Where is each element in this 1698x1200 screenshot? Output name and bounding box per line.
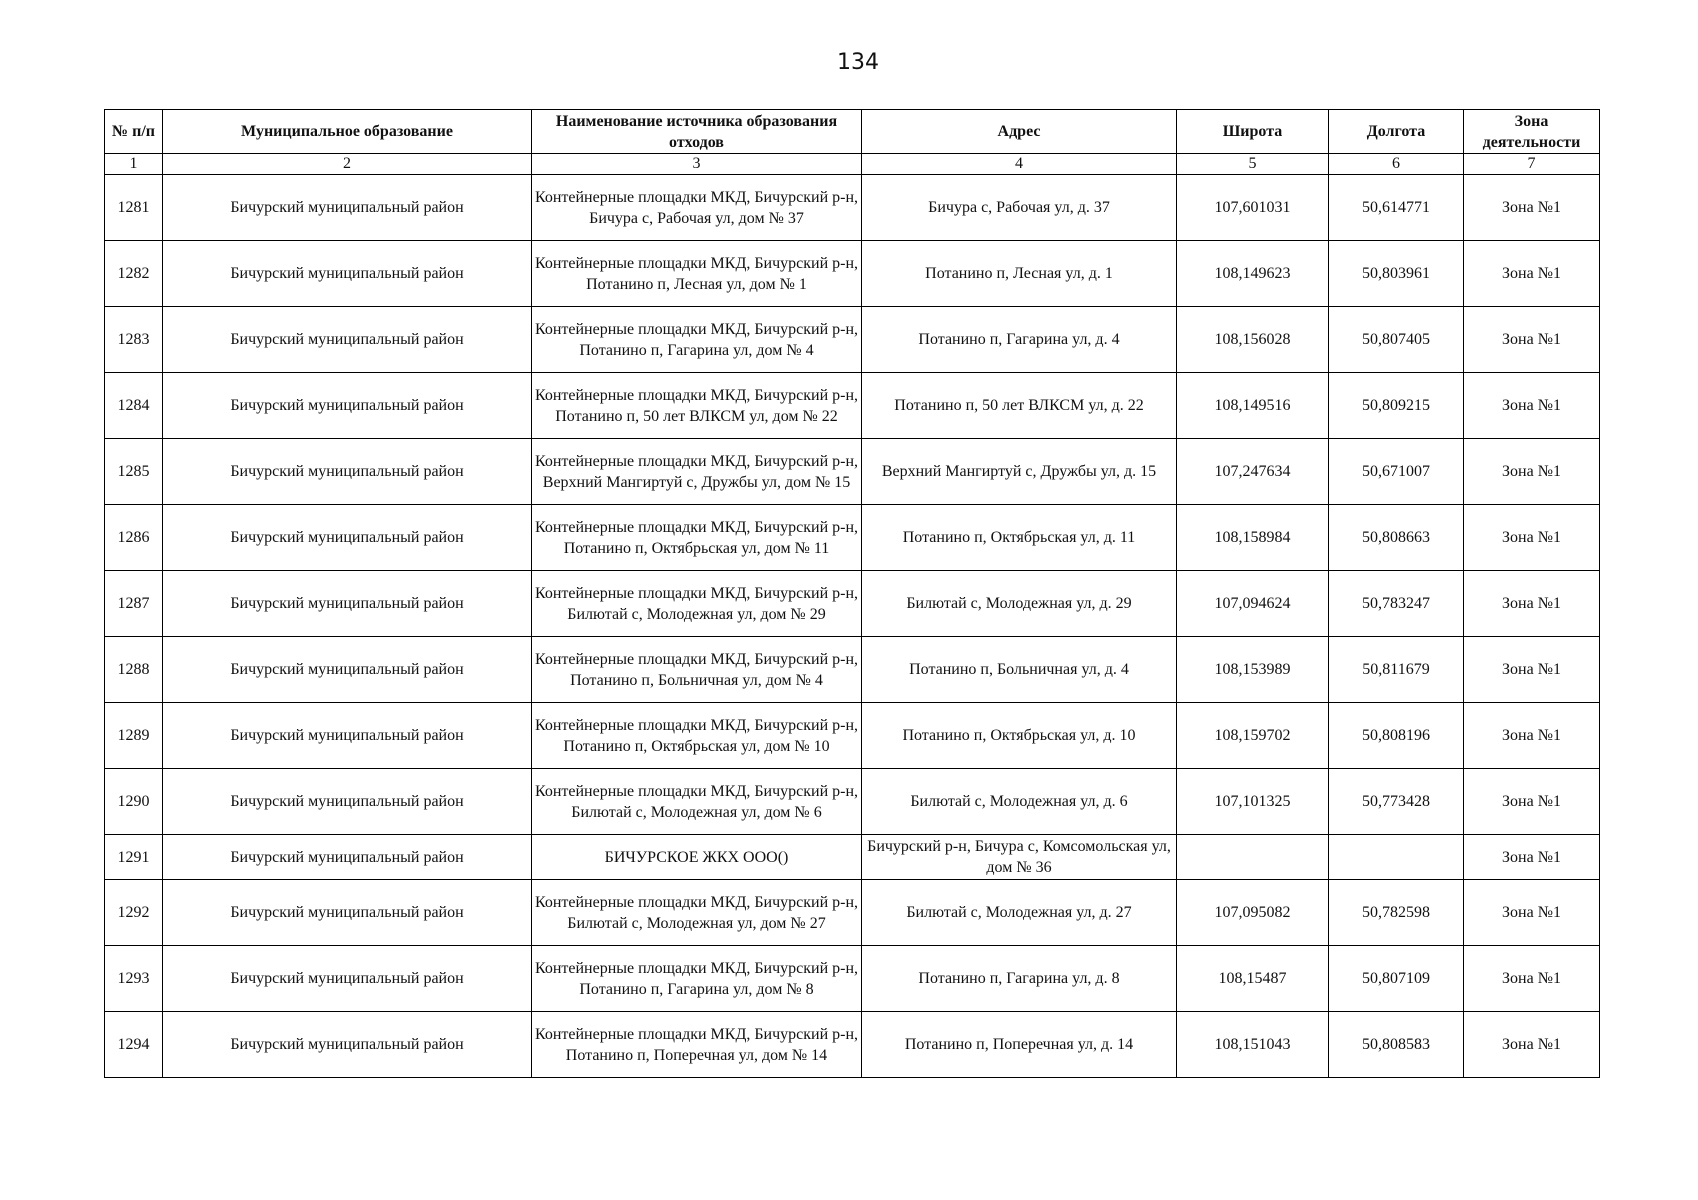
cell-source: Контейнерные площадки МКД, Бичурский р-н, Билютай с, Молодежная ул, дом № 27 xyxy=(532,880,862,946)
cell-municipality: Бичурский муниципальный район xyxy=(163,946,532,1012)
header-cell-address: Адрес xyxy=(862,110,1177,154)
cell-longitude: 50,783247 xyxy=(1329,571,1464,637)
table-row xyxy=(105,835,1600,880)
cell-source: БИЧУРСКОЕ ЖКХ ООО() xyxy=(532,835,862,880)
cell-address: Потанино п, Октябрьская ул, д. 11 xyxy=(862,505,1177,571)
cell-number: 1287 xyxy=(105,571,163,637)
table-row xyxy=(105,703,1600,769)
column-number: 1 xyxy=(105,154,163,175)
waste-sources-table xyxy=(104,109,1600,1078)
cell-longitude: 50,807405 xyxy=(1329,307,1464,373)
cell-municipality: Бичурский муниципальный район xyxy=(163,175,532,241)
cell-address: Потанино п, Поперечная ул, д. 14 xyxy=(862,1012,1177,1078)
header-cell-latitude: Широта xyxy=(1177,110,1329,154)
cell-address: Потанино п, Гагарина ул, д. 4 xyxy=(862,307,1177,373)
column-number: 5 xyxy=(1177,154,1329,175)
cell-source: Контейнерные площадки МКД, Бичурский р-н, Потанино п, Поперечная ул, дом № 14 xyxy=(532,1012,862,1078)
cell-municipality: Бичурский муниципальный район xyxy=(163,769,532,835)
cell-longitude: 50,614771 xyxy=(1329,175,1464,241)
cell-municipality: Бичурский муниципальный район xyxy=(163,703,532,769)
cell-number: 1291 xyxy=(105,835,163,880)
cell-number: 1284 xyxy=(105,373,163,439)
cell-longitude: 50,808663 xyxy=(1329,505,1464,571)
cell-address: Верхний Мангиртуй с, Дружбы ул, д. 15 xyxy=(862,439,1177,505)
cell-latitude: 107,095082 xyxy=(1177,880,1329,946)
table-row xyxy=(105,1012,1600,1078)
header-cell-longitude: Долгота xyxy=(1329,110,1464,154)
cell-address: Билютай с, Молодежная ул, д. 27 xyxy=(862,880,1177,946)
column-number: 3 xyxy=(532,154,862,175)
cell-address: Потанино п, Больничная ул, д. 4 xyxy=(862,637,1177,703)
table-row xyxy=(105,505,1600,571)
cell-address: Бичурский р-н, Бичура с, Комсомольская ул, дом № 36 xyxy=(862,835,1177,880)
cell-zone: Зона №1 xyxy=(1464,505,1600,571)
header-cell-municipality: Муниципальное образование xyxy=(163,110,532,154)
table-row xyxy=(105,373,1600,439)
cell-municipality: Бичурский муниципальный район xyxy=(163,373,532,439)
cell-zone: Зона №1 xyxy=(1464,637,1600,703)
cell-longitude: 50,808583 xyxy=(1329,1012,1464,1078)
table-row xyxy=(105,175,1600,241)
cell-zone: Зона №1 xyxy=(1464,835,1600,880)
cell-municipality: Бичурский муниципальный район xyxy=(163,571,532,637)
column-number: 6 xyxy=(1329,154,1464,175)
cell-longitude: 50,808196 xyxy=(1329,703,1464,769)
cell-number: 1290 xyxy=(105,769,163,835)
cell-zone: Зона №1 xyxy=(1464,571,1600,637)
page-number: 134 xyxy=(837,50,879,75)
cell-number: 1286 xyxy=(105,505,163,571)
cell-longitude: 50,811679 xyxy=(1329,637,1464,703)
cell-zone: Зона №1 xyxy=(1464,175,1600,241)
cell-source: Контейнерные площадки МКД, Бичурский р-н, Потанино п, Гагарина ул, дом № 4 xyxy=(532,307,862,373)
cell-municipality: Бичурский муниципальный район xyxy=(163,1012,532,1078)
cell-number: 1289 xyxy=(105,703,163,769)
cell-source: Контейнерные площадки МКД, Бичурский р-н, Потанино п, Октябрьская ул, дом № 11 xyxy=(532,505,862,571)
cell-number: 1294 xyxy=(105,1012,163,1078)
cell-latitude: 108,153989 xyxy=(1177,637,1329,703)
cell-latitude: 108,149516 xyxy=(1177,373,1329,439)
cell-latitude: 107,247634 xyxy=(1177,439,1329,505)
cell-latitude: 108,156028 xyxy=(1177,307,1329,373)
cell-zone: Зона №1 xyxy=(1464,1012,1600,1078)
cell-latitude: 107,094624 xyxy=(1177,571,1329,637)
table-row xyxy=(105,637,1600,703)
table-body xyxy=(105,175,1600,1078)
table-row xyxy=(105,946,1600,1012)
column-number: 4 xyxy=(862,154,1177,175)
cell-municipality: Бичурский муниципальный район xyxy=(163,307,532,373)
cell-zone: Зона №1 xyxy=(1464,946,1600,1012)
cell-latitude: 108,149623 xyxy=(1177,241,1329,307)
cell-number: 1282 xyxy=(105,241,163,307)
cell-source: Контейнерные площадки МКД, Бичурский р-н, Потанино п, Лесная ул, дом № 1 xyxy=(532,241,862,307)
table-row xyxy=(105,241,1600,307)
cell-address: Билютай с, Молодежная ул, д. 29 xyxy=(862,571,1177,637)
table-row xyxy=(105,439,1600,505)
cell-latitude: 107,101325 xyxy=(1177,769,1329,835)
table-row xyxy=(105,571,1600,637)
cell-zone: Зона №1 xyxy=(1464,880,1600,946)
cell-longitude: 50,809215 xyxy=(1329,373,1464,439)
cell-source: Контейнерные площадки МКД, Бичурский р-н, Потанино п, 50 лет ВЛКСМ ул, дом № 22 xyxy=(532,373,862,439)
cell-source: Контейнерные площадки МКД, Бичурский р-н, Потанино п, Октябрьская ул, дом № 10 xyxy=(532,703,862,769)
cell-latitude: 107,601031 xyxy=(1177,175,1329,241)
column-number-row xyxy=(105,154,1600,175)
cell-address: Билютай с, Молодежная ул, д. 6 xyxy=(862,769,1177,835)
cell-source: Контейнерные площадки МКД, Бичурский р-н, Бичура с, Рабочая ул, дом № 37 xyxy=(532,175,862,241)
cell-zone: Зона №1 xyxy=(1464,439,1600,505)
cell-address: Потанино п, Лесная ул, д. 1 xyxy=(862,241,1177,307)
cell-number: 1293 xyxy=(105,946,163,1012)
header-row xyxy=(105,110,1600,154)
cell-zone: Зона №1 xyxy=(1464,373,1600,439)
cell-zone: Зона №1 xyxy=(1464,307,1600,373)
cell-zone: Зона №1 xyxy=(1464,769,1600,835)
header-cell-zone: Зона деятельности xyxy=(1464,110,1600,154)
cell-address: Потанино п, 50 лет ВЛКСМ ул, д. 22 xyxy=(862,373,1177,439)
cell-address: Бичура с, Рабочая ул, д. 37 xyxy=(862,175,1177,241)
column-number: 2 xyxy=(163,154,532,175)
cell-longitude: 50,782598 xyxy=(1329,880,1464,946)
cell-latitude: 108,158984 xyxy=(1177,505,1329,571)
cell-source: Контейнерные площадки МКД, Бичурский р-н, Билютай с, Молодежная ул, дом № 6 xyxy=(532,769,862,835)
cell-municipality: Бичурский муниципальный район xyxy=(163,439,532,505)
cell-zone: Зона №1 xyxy=(1464,241,1600,307)
cell-longitude xyxy=(1329,835,1464,880)
cell-longitude: 50,807109 xyxy=(1329,946,1464,1012)
cell-municipality: Бичурский муниципальный район xyxy=(163,505,532,571)
cell-latitude xyxy=(1177,835,1329,880)
table-row xyxy=(105,769,1600,835)
cell-municipality: Бичурский муниципальный район xyxy=(163,637,532,703)
cell-longitude: 50,671007 xyxy=(1329,439,1464,505)
cell-longitude: 50,773428 xyxy=(1329,769,1464,835)
cell-latitude: 108,15487 xyxy=(1177,946,1329,1012)
header-cell-number: № п/п xyxy=(105,110,163,154)
cell-source: Контейнерные площадки МКД, Бичурский р-н, Потанино п, Больничная ул, дом № 4 xyxy=(532,637,862,703)
cell-source: Контейнерные площадки МКД, Бичурский р-н, Потанино п, Гагарина ул, дом № 8 xyxy=(532,946,862,1012)
cell-municipality: Бичурский муниципальный район xyxy=(163,880,532,946)
cell-address: Потанино п, Октябрьская ул, д. 10 xyxy=(862,703,1177,769)
column-number: 7 xyxy=(1464,154,1600,175)
cell-source: Контейнерные площадки МКД, Бичурский р-н, Верхний Мангиртуй с, Дружбы ул, дом № 15 xyxy=(532,439,862,505)
table-row xyxy=(105,307,1600,373)
cell-number: 1283 xyxy=(105,307,163,373)
cell-longitude: 50,803961 xyxy=(1329,241,1464,307)
cell-latitude: 108,151043 xyxy=(1177,1012,1329,1078)
cell-municipality: Бичурский муниципальный район xyxy=(163,241,532,307)
cell-number: 1281 xyxy=(105,175,163,241)
table-header xyxy=(105,110,1600,175)
header-cell-source: Наименование источника образования отходов xyxy=(532,110,862,154)
table-row xyxy=(105,880,1600,946)
cell-address: Потанино п, Гагарина ул, д. 8 xyxy=(862,946,1177,1012)
cell-zone: Зона №1 xyxy=(1464,703,1600,769)
cell-municipality: Бичурский муниципальный район xyxy=(163,835,532,880)
cell-number: 1285 xyxy=(105,439,163,505)
cell-number: 1288 xyxy=(105,637,163,703)
cell-latitude: 108,159702 xyxy=(1177,703,1329,769)
cell-source: Контейнерные площадки МКД, Бичурский р-н, Билютай с, Молодежная ул, дом № 29 xyxy=(532,571,862,637)
cell-number: 1292 xyxy=(105,880,163,946)
